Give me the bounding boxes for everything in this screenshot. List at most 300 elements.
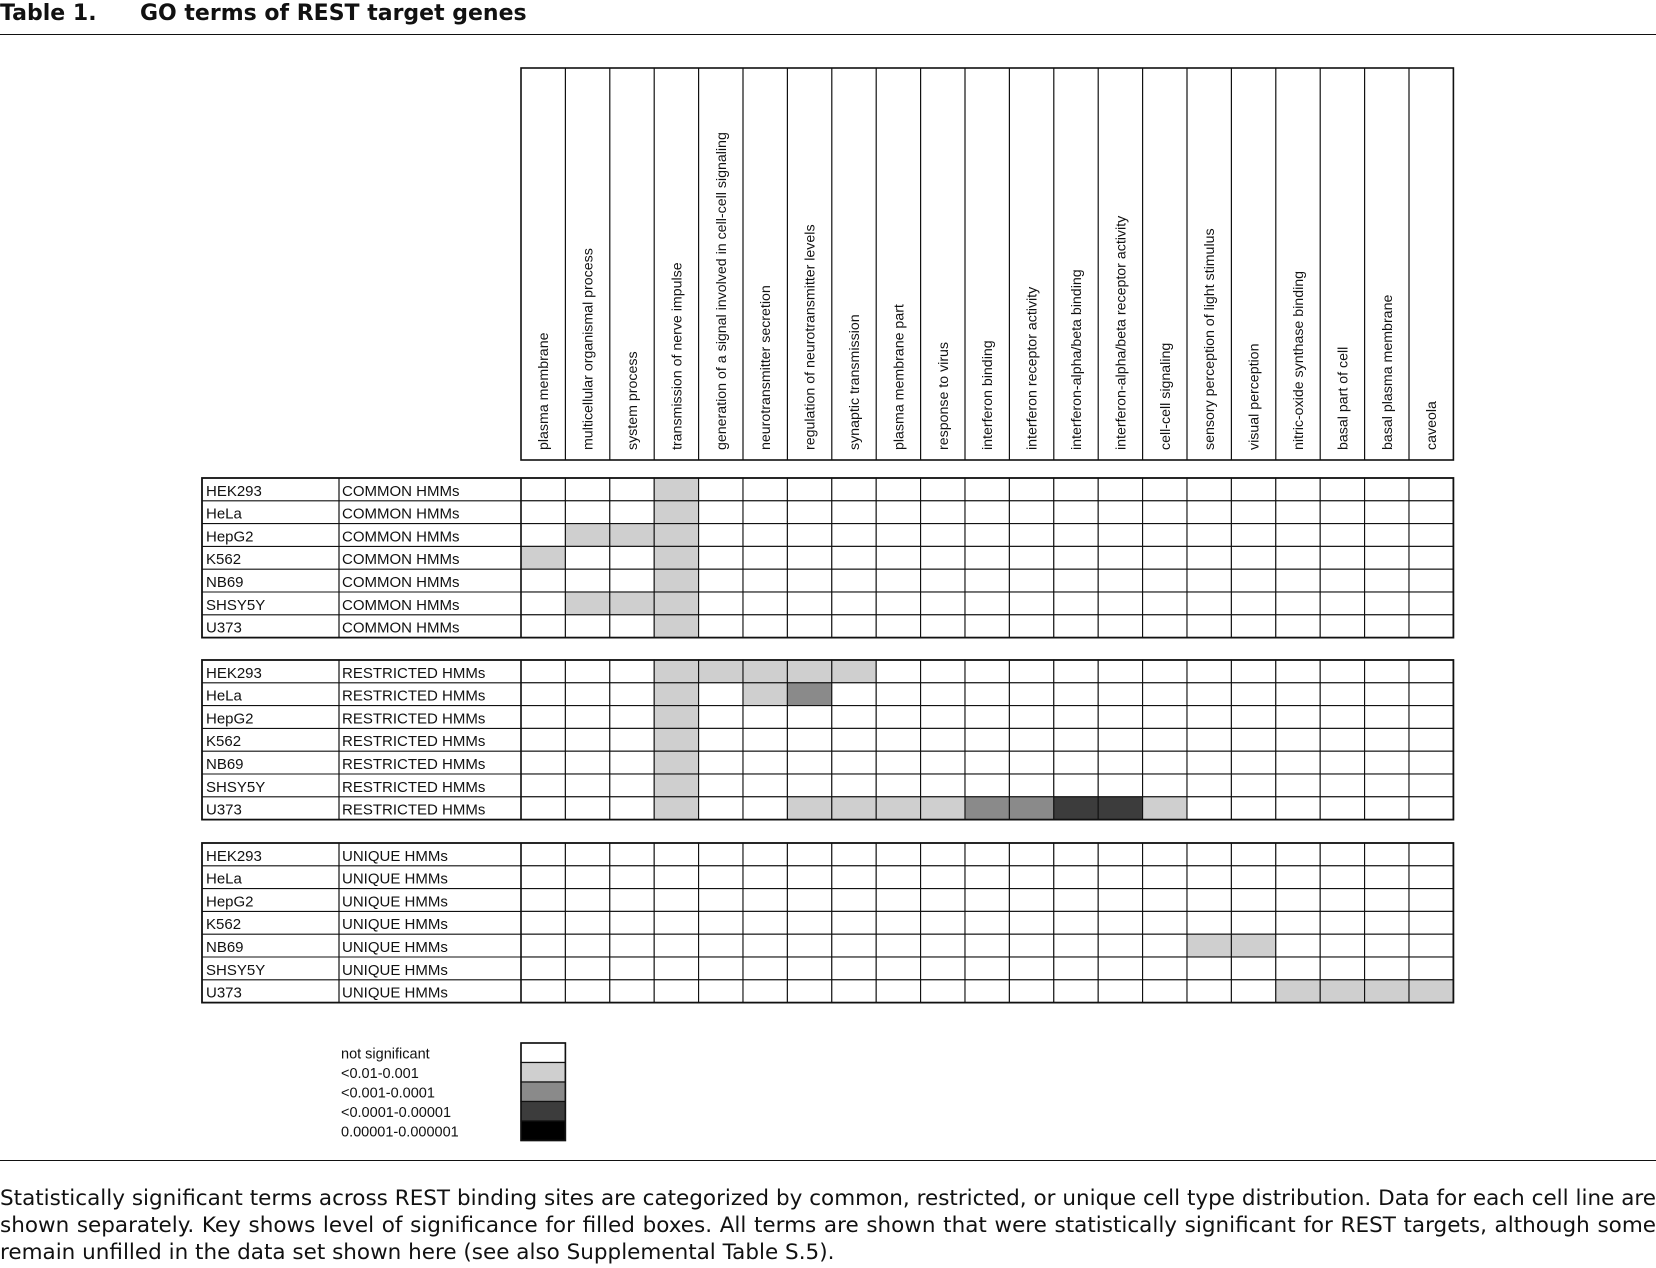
heat-cell xyxy=(832,728,876,751)
heat-cell xyxy=(1409,569,1453,592)
row-hmm-type-label: UNIQUE HMMs xyxy=(342,847,448,865)
heat-cell xyxy=(1054,889,1098,912)
heat-cell xyxy=(743,866,787,889)
heat-cell xyxy=(1054,774,1098,797)
heat-cell xyxy=(965,797,1009,820)
heat-cell xyxy=(743,957,787,980)
heat-cell xyxy=(1009,569,1053,592)
heat-cell xyxy=(1143,569,1187,592)
heat-cell xyxy=(1276,501,1320,524)
heat-cell xyxy=(1187,934,1231,957)
heat-cell xyxy=(743,751,787,774)
heat-cell xyxy=(699,980,743,1003)
heat-cell xyxy=(1009,957,1053,980)
heat-cell xyxy=(965,728,1009,751)
heat-cell xyxy=(565,889,609,912)
heat-cell xyxy=(1143,524,1187,547)
row-hmm-type-label: RESTRICTED HMMs xyxy=(342,664,486,682)
heat-cell xyxy=(1320,478,1364,501)
heat-cell xyxy=(1231,866,1275,889)
heat-cell xyxy=(921,683,965,706)
row-cell-line-label: SHSY5Y xyxy=(206,596,266,614)
column-header-label: system process xyxy=(625,351,641,450)
row-hmm-type-label: UNIQUE HMMs xyxy=(342,916,448,934)
heat-cell xyxy=(1320,546,1364,569)
heat-cell xyxy=(1098,934,1142,957)
column-header-label: basal plasma membrane xyxy=(1379,294,1396,450)
heat-cell xyxy=(1187,478,1231,501)
heat-cell xyxy=(965,524,1009,547)
heat-cell xyxy=(1231,774,1275,797)
heat-cell xyxy=(565,501,609,524)
table-number: Table 1. xyxy=(0,1,97,26)
heat-cell xyxy=(1009,524,1053,547)
heat-cell xyxy=(1231,660,1275,683)
heat-cell xyxy=(1187,957,1231,980)
heat-cell xyxy=(1054,683,1098,706)
row-hmm-type-label: RESTRICTED HMMs xyxy=(342,801,486,819)
heat-cell xyxy=(565,569,609,592)
heat-cell xyxy=(876,911,920,934)
heat-cell xyxy=(654,889,698,912)
heat-cell xyxy=(1231,797,1275,820)
heat-cell xyxy=(1365,546,1409,569)
heat-cell xyxy=(1098,524,1142,547)
heat-cell xyxy=(1276,889,1320,912)
heat-cell xyxy=(787,866,831,889)
heat-cell xyxy=(1098,889,1142,912)
heat-cell xyxy=(921,866,965,889)
column-header-label: response to virus xyxy=(935,341,952,450)
heat-cell xyxy=(876,751,920,774)
heat-cell xyxy=(1054,524,1098,547)
heat-cell xyxy=(565,546,609,569)
heat-cell xyxy=(1009,980,1053,1003)
heat-cell xyxy=(787,911,831,934)
heat-cell xyxy=(1009,728,1053,751)
heat-cell xyxy=(1009,478,1053,501)
heat-cell xyxy=(1409,889,1453,912)
heat-cell xyxy=(965,706,1009,729)
heat-cell xyxy=(1365,774,1409,797)
heat-cell xyxy=(521,889,565,912)
heat-cell xyxy=(1276,660,1320,683)
column-header-label: plasma membrane part xyxy=(891,304,908,450)
heat-cell xyxy=(610,706,654,729)
heat-cell xyxy=(1054,866,1098,889)
heat-cell xyxy=(921,843,965,866)
row-hmm-type-label: UNIQUE HMMs xyxy=(342,961,448,979)
heat-cell xyxy=(743,843,787,866)
heat-cell xyxy=(521,797,565,820)
heat-cell xyxy=(521,524,565,547)
heat-cell xyxy=(921,569,965,592)
heat-cell xyxy=(654,934,698,957)
heat-cell xyxy=(1098,843,1142,866)
heat-cell xyxy=(832,774,876,797)
heat-cell xyxy=(610,774,654,797)
heat-cell xyxy=(1276,592,1320,615)
heat-cell xyxy=(610,889,654,912)
heat-cell xyxy=(1098,866,1142,889)
heat-cell xyxy=(1009,934,1053,957)
heat-cell xyxy=(521,728,565,751)
heat-cell xyxy=(1009,843,1053,866)
heat-cell xyxy=(521,934,565,957)
heat-cell xyxy=(565,706,609,729)
heat-cell xyxy=(1098,980,1142,1003)
heat-cell xyxy=(1054,478,1098,501)
heat-cell xyxy=(610,660,654,683)
heat-cell xyxy=(1054,615,1098,638)
heat-cell xyxy=(1276,706,1320,729)
row-hmm-type-label: UNIQUE HMMs xyxy=(342,893,448,911)
heat-cell xyxy=(876,706,920,729)
heat-cell xyxy=(1365,524,1409,547)
heat-cell xyxy=(1009,774,1053,797)
heat-cell xyxy=(876,501,920,524)
heat-cell xyxy=(876,546,920,569)
heat-cell xyxy=(1409,524,1453,547)
heat-cell xyxy=(1320,615,1364,638)
heat-cell xyxy=(1365,569,1409,592)
heat-cell xyxy=(699,501,743,524)
heat-cell xyxy=(1409,934,1453,957)
heat-cell xyxy=(565,728,609,751)
heat-cell xyxy=(521,866,565,889)
heat-cell xyxy=(876,889,920,912)
heat-cell xyxy=(1187,866,1231,889)
heat-cell xyxy=(876,524,920,547)
row-cell-line-label: K562 xyxy=(206,916,242,934)
heat-cell xyxy=(743,569,787,592)
heat-cell xyxy=(965,660,1009,683)
heat-cell xyxy=(1187,980,1231,1003)
heat-cell xyxy=(1054,660,1098,683)
column-header-label: neurotransmitter secretion xyxy=(758,285,775,450)
row-cell-line-label: U373 xyxy=(206,619,242,637)
row-cell-line-label: HeLa xyxy=(206,505,242,523)
heat-cell xyxy=(1054,843,1098,866)
heat-cell xyxy=(699,683,743,706)
heat-cell xyxy=(1409,774,1453,797)
row-cell-line-label: HepG2 xyxy=(206,528,254,546)
heat-cell xyxy=(1276,843,1320,866)
heat-cell xyxy=(1143,478,1187,501)
heat-cell xyxy=(832,501,876,524)
heat-cell xyxy=(743,546,787,569)
heat-cell xyxy=(565,683,609,706)
column-header-label: caveola xyxy=(1424,401,1441,450)
heat-cell xyxy=(1143,797,1187,820)
heat-cell xyxy=(1187,592,1231,615)
heat-cell xyxy=(1143,546,1187,569)
heat-cell xyxy=(654,866,698,889)
heat-cell xyxy=(1320,501,1364,524)
heat-cell xyxy=(1098,751,1142,774)
heat-cell xyxy=(1143,751,1187,774)
heat-cell xyxy=(1231,728,1275,751)
heat-cell xyxy=(1187,911,1231,934)
heat-cell xyxy=(699,866,743,889)
heat-cell xyxy=(1365,478,1409,501)
heat-cell xyxy=(1409,866,1453,889)
column-header-label: generation of a signal involved in cell-cell signaling xyxy=(713,132,730,450)
row-hmm-type-label: COMMON HMMs xyxy=(342,551,460,569)
heat-cell xyxy=(1054,546,1098,569)
heat-cell xyxy=(610,592,654,615)
heat-cell xyxy=(1054,501,1098,524)
heat-cell xyxy=(521,615,565,638)
heat-cell xyxy=(1143,934,1187,957)
heat-cell xyxy=(1098,911,1142,934)
column-header-label: interferon-alpha/beta receptor activity xyxy=(1113,215,1130,450)
heat-cell xyxy=(699,728,743,751)
row-hmm-type-label: COMMON HMMs xyxy=(342,619,460,637)
heat-cell xyxy=(654,592,698,615)
heat-cell xyxy=(787,934,831,957)
heat-cell xyxy=(654,957,698,980)
heat-cell xyxy=(921,934,965,957)
heat-cell xyxy=(965,957,1009,980)
row-hmm-type-label: RESTRICTED HMMs xyxy=(342,710,486,728)
heat-cell xyxy=(832,934,876,957)
heat-cell xyxy=(1009,706,1053,729)
heat-cell xyxy=(921,728,965,751)
heat-cell xyxy=(965,934,1009,957)
heat-cell xyxy=(787,843,831,866)
heat-cell xyxy=(965,774,1009,797)
heat-cell xyxy=(521,774,565,797)
heat-cell xyxy=(832,866,876,889)
heat-cell xyxy=(787,546,831,569)
heat-cell xyxy=(699,592,743,615)
column-header-label: regulation of neurotransmitter levels xyxy=(802,224,819,450)
heat-cell xyxy=(1054,569,1098,592)
heat-cell xyxy=(1187,615,1231,638)
heat-cell xyxy=(699,911,743,934)
heat-cell xyxy=(743,980,787,1003)
heat-cell xyxy=(565,980,609,1003)
heat-cell xyxy=(654,524,698,547)
legend-label: <0.01-0.001 xyxy=(341,1066,419,1082)
heat-cell xyxy=(610,569,654,592)
legend-swatch xyxy=(521,1121,565,1141)
heat-cell xyxy=(787,524,831,547)
heat-cell xyxy=(1365,866,1409,889)
heat-cell xyxy=(1098,683,1142,706)
heat-cell xyxy=(654,706,698,729)
heat-cell xyxy=(743,774,787,797)
heat-cell xyxy=(1143,728,1187,751)
heat-cell xyxy=(565,615,609,638)
heat-cell xyxy=(921,911,965,934)
heat-cell xyxy=(1009,660,1053,683)
heat-cell xyxy=(965,569,1009,592)
column-header-label: cell-cell signaling xyxy=(1157,342,1174,450)
column-header-label: nitric-oxide synthase binding xyxy=(1291,270,1307,450)
heat-cell xyxy=(1054,592,1098,615)
column-header-label: sensory perception of light stimulus xyxy=(1202,228,1219,450)
heat-cell xyxy=(1409,501,1453,524)
row-hmm-type-label: RESTRICTED HMMs xyxy=(342,756,486,773)
heat-cell xyxy=(610,501,654,524)
heat-cell xyxy=(1098,797,1142,820)
heat-cell xyxy=(1231,957,1275,980)
row-hmm-type-label: RESTRICTED HMMs xyxy=(342,687,486,705)
heat-cell xyxy=(1098,957,1142,980)
row-hmm-type-label: COMMON HMMs xyxy=(342,574,460,591)
column-header-label: visual perception xyxy=(1246,343,1263,450)
heat-cell xyxy=(610,683,654,706)
heat-cell xyxy=(832,980,876,1003)
heat-cell xyxy=(1098,569,1142,592)
heat-cell xyxy=(610,980,654,1003)
heat-cell xyxy=(787,728,831,751)
heat-cell xyxy=(654,569,698,592)
heat-cell xyxy=(1231,706,1275,729)
heat-cell xyxy=(699,660,743,683)
heat-cell xyxy=(787,980,831,1003)
heat-cell xyxy=(1231,934,1275,957)
row-hmm-type-label: COMMON HMMs xyxy=(342,505,460,523)
row-cell-line-label: NB69 xyxy=(206,574,244,591)
heat-cell xyxy=(787,706,831,729)
heat-cell xyxy=(699,934,743,957)
heat-cell xyxy=(965,478,1009,501)
heat-cell xyxy=(610,728,654,751)
heat-cell xyxy=(565,592,609,615)
heat-cell xyxy=(1276,911,1320,934)
heat-cell xyxy=(1409,751,1453,774)
heat-cell xyxy=(1276,866,1320,889)
heat-cell xyxy=(1409,683,1453,706)
heat-cell xyxy=(1276,934,1320,957)
heat-cell xyxy=(1276,524,1320,547)
heat-cell xyxy=(1231,751,1275,774)
row-cell-line-label: HEK293 xyxy=(206,482,262,500)
heat-cell xyxy=(565,478,609,501)
heat-cell xyxy=(921,524,965,547)
heat-cell xyxy=(965,843,1009,866)
heat-cell xyxy=(1009,797,1053,820)
heat-cell xyxy=(1143,660,1187,683)
heat-cell xyxy=(1054,934,1098,957)
heat-cell xyxy=(699,569,743,592)
heat-cell xyxy=(699,478,743,501)
heat-cell xyxy=(610,524,654,547)
heat-cell xyxy=(832,889,876,912)
heat-cell xyxy=(1409,660,1453,683)
heat-cell xyxy=(787,774,831,797)
heat-cell xyxy=(1365,957,1409,980)
heat-cell xyxy=(743,660,787,683)
heat-cell xyxy=(1365,615,1409,638)
heat-cell xyxy=(1098,478,1142,501)
heat-cell xyxy=(521,660,565,683)
heat-cell xyxy=(654,751,698,774)
heat-cell xyxy=(965,889,1009,912)
heat-cell xyxy=(921,980,965,1003)
heat-cell xyxy=(1365,728,1409,751)
heat-cell xyxy=(1187,660,1231,683)
heat-cell xyxy=(1009,866,1053,889)
row-cell-line-label: NB69 xyxy=(206,756,244,773)
heat-cell xyxy=(1320,934,1364,957)
heat-cell xyxy=(1365,889,1409,912)
heat-cell xyxy=(1276,797,1320,820)
heat-cell xyxy=(1187,524,1231,547)
heat-cell xyxy=(1187,728,1231,751)
heat-cell xyxy=(832,524,876,547)
heat-cell xyxy=(921,615,965,638)
column-header-label: interferon-alpha/beta binding xyxy=(1069,269,1085,450)
heat-cell xyxy=(521,751,565,774)
table-caption: Statistically significant terms across REST binding sites are categorized by common, restricted, or unique cell type distribution. Data for each cell line are shown separately. Key shows level of significance for filled boxes. All terms are shown that were statistically significant for REST targets, although some remain unfilled in the data set shown here (see also Supplemental Table S.5). xyxy=(0,1160,1656,1266)
heat-cell xyxy=(1409,843,1453,866)
heat-cell xyxy=(565,911,609,934)
heat-cell xyxy=(521,592,565,615)
heat-cell xyxy=(787,797,831,820)
heat-cell xyxy=(832,615,876,638)
heat-cell xyxy=(699,889,743,912)
heat-cell xyxy=(1143,706,1187,729)
heat-cell xyxy=(1231,546,1275,569)
heat-cell xyxy=(876,478,920,501)
heat-cell xyxy=(965,546,1009,569)
heat-cell xyxy=(1320,980,1364,1003)
heat-cell xyxy=(743,934,787,957)
heat-cell xyxy=(521,911,565,934)
heat-cell xyxy=(1320,866,1364,889)
heat-cell xyxy=(876,615,920,638)
heat-cell xyxy=(1320,843,1364,866)
heat-cell xyxy=(1365,706,1409,729)
heat-cell xyxy=(1409,911,1453,934)
heat-cell xyxy=(565,524,609,547)
row-cell-line-label: HepG2 xyxy=(206,893,254,911)
legend-swatch xyxy=(521,1063,565,1083)
heat-cell xyxy=(965,615,1009,638)
heat-cell xyxy=(610,911,654,934)
column-header-label: synaptic transmission xyxy=(847,314,863,450)
heat-cell xyxy=(743,592,787,615)
heat-cell xyxy=(965,683,1009,706)
heat-cell xyxy=(1187,501,1231,524)
heat-cell xyxy=(654,774,698,797)
heat-cell xyxy=(1231,683,1275,706)
heat-cell xyxy=(921,706,965,729)
heat-cell xyxy=(876,866,920,889)
heat-cell xyxy=(921,957,965,980)
heat-cell xyxy=(1276,683,1320,706)
heat-cell xyxy=(654,980,698,1003)
heat-cell xyxy=(521,478,565,501)
heat-cell xyxy=(699,843,743,866)
heat-cell xyxy=(1276,751,1320,774)
row-cell-line-label: SHSY5Y xyxy=(206,778,266,796)
heat-cell xyxy=(1187,546,1231,569)
heat-cell xyxy=(521,569,565,592)
heat-cell xyxy=(1365,797,1409,820)
heat-cell xyxy=(521,501,565,524)
row-cell-line-label: U373 xyxy=(206,801,242,819)
heat-cell xyxy=(965,592,1009,615)
column-header-label: interferon binding xyxy=(980,340,997,450)
heat-cell xyxy=(876,728,920,751)
heat-cell xyxy=(1276,615,1320,638)
heat-cell xyxy=(1320,660,1364,683)
